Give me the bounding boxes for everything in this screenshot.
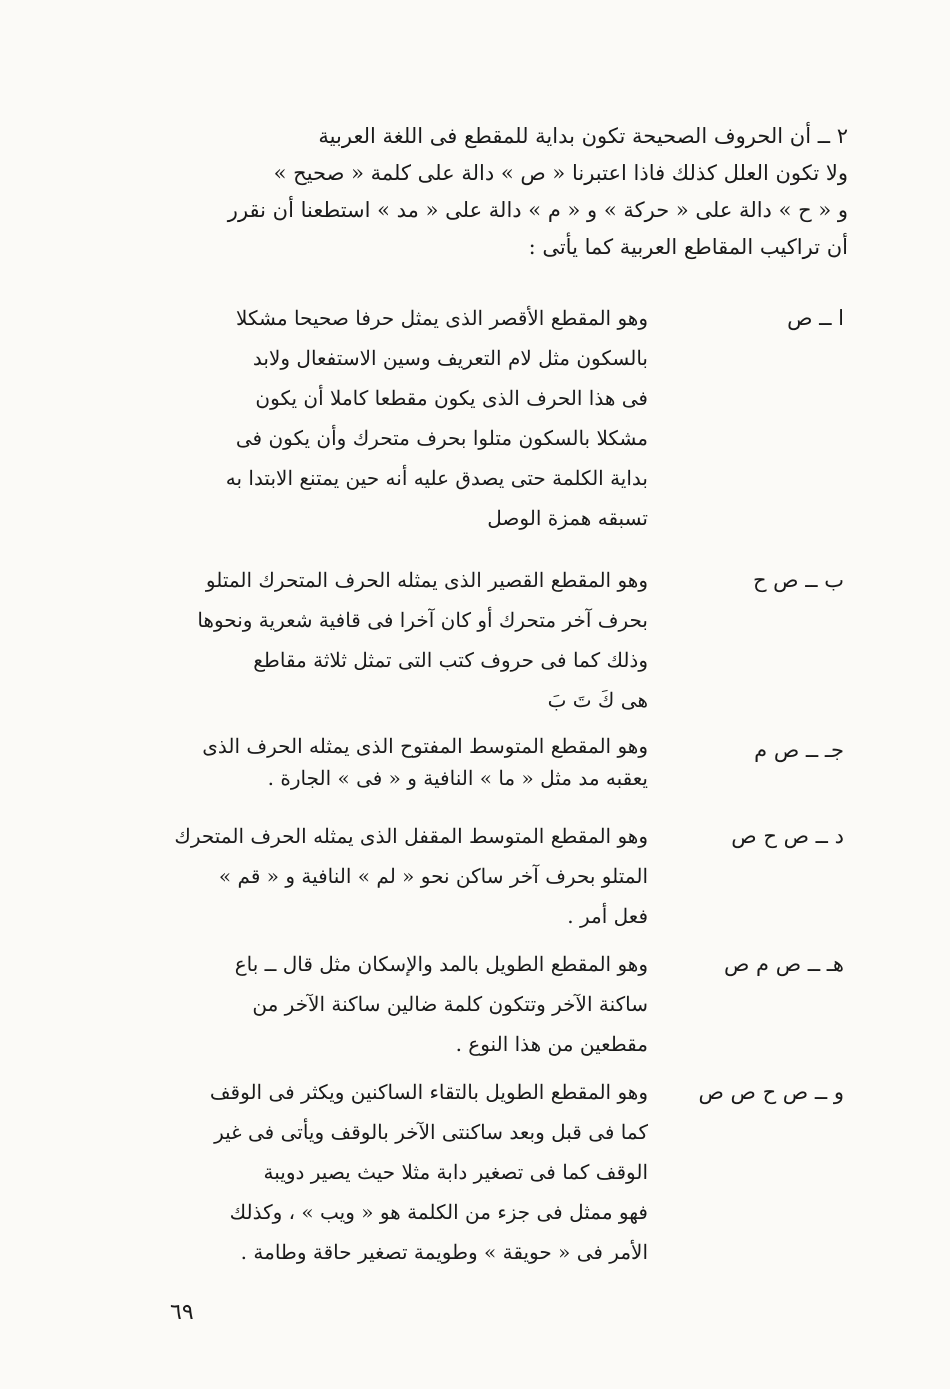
syllable-description	[158, 730, 648, 794]
description-line: وهو المقطع الطويل بالتقاء الساكنين ويكثر فى الوقف	[209, 1080, 648, 1104]
description-line: وهو المقطع القصير الذى يمثله الحرف المتحرك المتلو	[205, 568, 648, 592]
description-line: فهو ممثل فى جزء من الكلمة هو « ويب » ، وكذلك	[229, 1200, 648, 1224]
description-line: مشكلا بالسكون متلوا بحرف متحرك وأن يكون فى	[235, 426, 648, 450]
syllable-entry-e	[158, 944, 848, 1064]
syllable-description	[158, 298, 648, 538]
description-line: بالسكون مثل لام التعريف وسين الاستفعال ولابد	[252, 346, 648, 370]
syllable-pattern-label: ا ــ ص	[787, 306, 844, 330]
description-line: الوقف كما فى تصغير دابة مثلا حيث يصير دويبة	[263, 1160, 648, 1184]
description-line: الأمر فى « حويقة » وطويمة تصغير حاقة وطامة .	[240, 1240, 648, 1264]
syllable-entry-f	[158, 1072, 848, 1272]
description-line: مقطعين من هذا النوع .	[455, 1032, 648, 1056]
syllable-entry-b	[158, 560, 848, 720]
page-number: ٦٩	[170, 1300, 194, 1325]
syllable-description	[158, 944, 648, 1064]
description-line: وهو المقطع المتوسط المقفل الذى يمثله الحرف المتحرك	[174, 824, 648, 848]
description-line: ساكنة الآخر وتتكون كلمة ضالين ساكنة الآخر من	[252, 992, 648, 1016]
intro-line: ٢ ــ أن الحروف الصحيحة تكون بداية للمقطع فى اللغة العربية	[318, 124, 848, 148]
description-line: يعقبه مد مثل « ما » النافية و « فى » الجارة .	[267, 766, 648, 790]
syllable-entry-a	[158, 298, 848, 538]
syllable-description	[158, 816, 648, 936]
syllable-pattern-label: و ــ ص ح ص ص	[698, 1080, 844, 1104]
syllable-pattern-label: ب ــ ص ح	[752, 568, 844, 592]
syllable-pattern-label: جـ ــ ص م	[754, 738, 844, 762]
description-line: بداية الكلمة حتى يصدق عليه أنه حين يمتنع الابتدا به	[225, 466, 648, 490]
description-line: فى هذا الحرف الذى يكون مقطعا كاملا أن يكون	[255, 386, 648, 410]
description-line: المتلو بحرف آخر ساكن نحو « لم » النافية و « قم »	[218, 864, 648, 888]
syllable-description	[158, 560, 648, 720]
description-line: وهو المقطع الطويل بالمد والإسكان مثل قال ــ باع	[234, 952, 648, 976]
intro-line: و « ح » دالة على « حركة » و « م » دالة على « مد » استطعنا أن نقرر	[227, 198, 848, 222]
intro-paragraph	[158, 118, 848, 266]
description-line: بحرف آخر متحرك أو كان آخرا فى قافية شعرية ونحوها	[197, 608, 648, 632]
description-line: وهو المقطع الأقصر الذى يمثل حرفا صحيحا مشكلا	[236, 306, 648, 330]
syllable-pattern-label: هـ ــ ص م ص	[723, 952, 844, 976]
intro-line: ولا تكون العلل كذلك فاذا اعتبرنا « ص » دالة على كلمة « صحيح »	[273, 161, 848, 185]
syllable-pattern-label: د ــ ص ح ص	[731, 824, 844, 848]
description-line: فعل أمر .	[567, 904, 648, 928]
description-line: تسبقه همزة الوصل	[487, 506, 648, 530]
description-line: كما فى قبل وبعد ساكنتى الآخر بالوقف ويأتى فى غير	[214, 1120, 648, 1144]
syllable-description	[158, 1072, 648, 1272]
syllable-entry-c	[158, 730, 848, 794]
description-line: هى كَ تَ بَ	[547, 688, 648, 712]
intro-line: أن تراكيب المقاطع العربية كما يأتى :	[528, 235, 848, 259]
description-line: وهو المقطع المتوسط المفتوح الذى يمثله الحرف الذى	[202, 734, 648, 758]
syllable-entry-d	[158, 816, 848, 936]
description-line: وذلك كما فى حروف كتب التى تمثل ثلاثة مقاطع	[253, 648, 648, 672]
